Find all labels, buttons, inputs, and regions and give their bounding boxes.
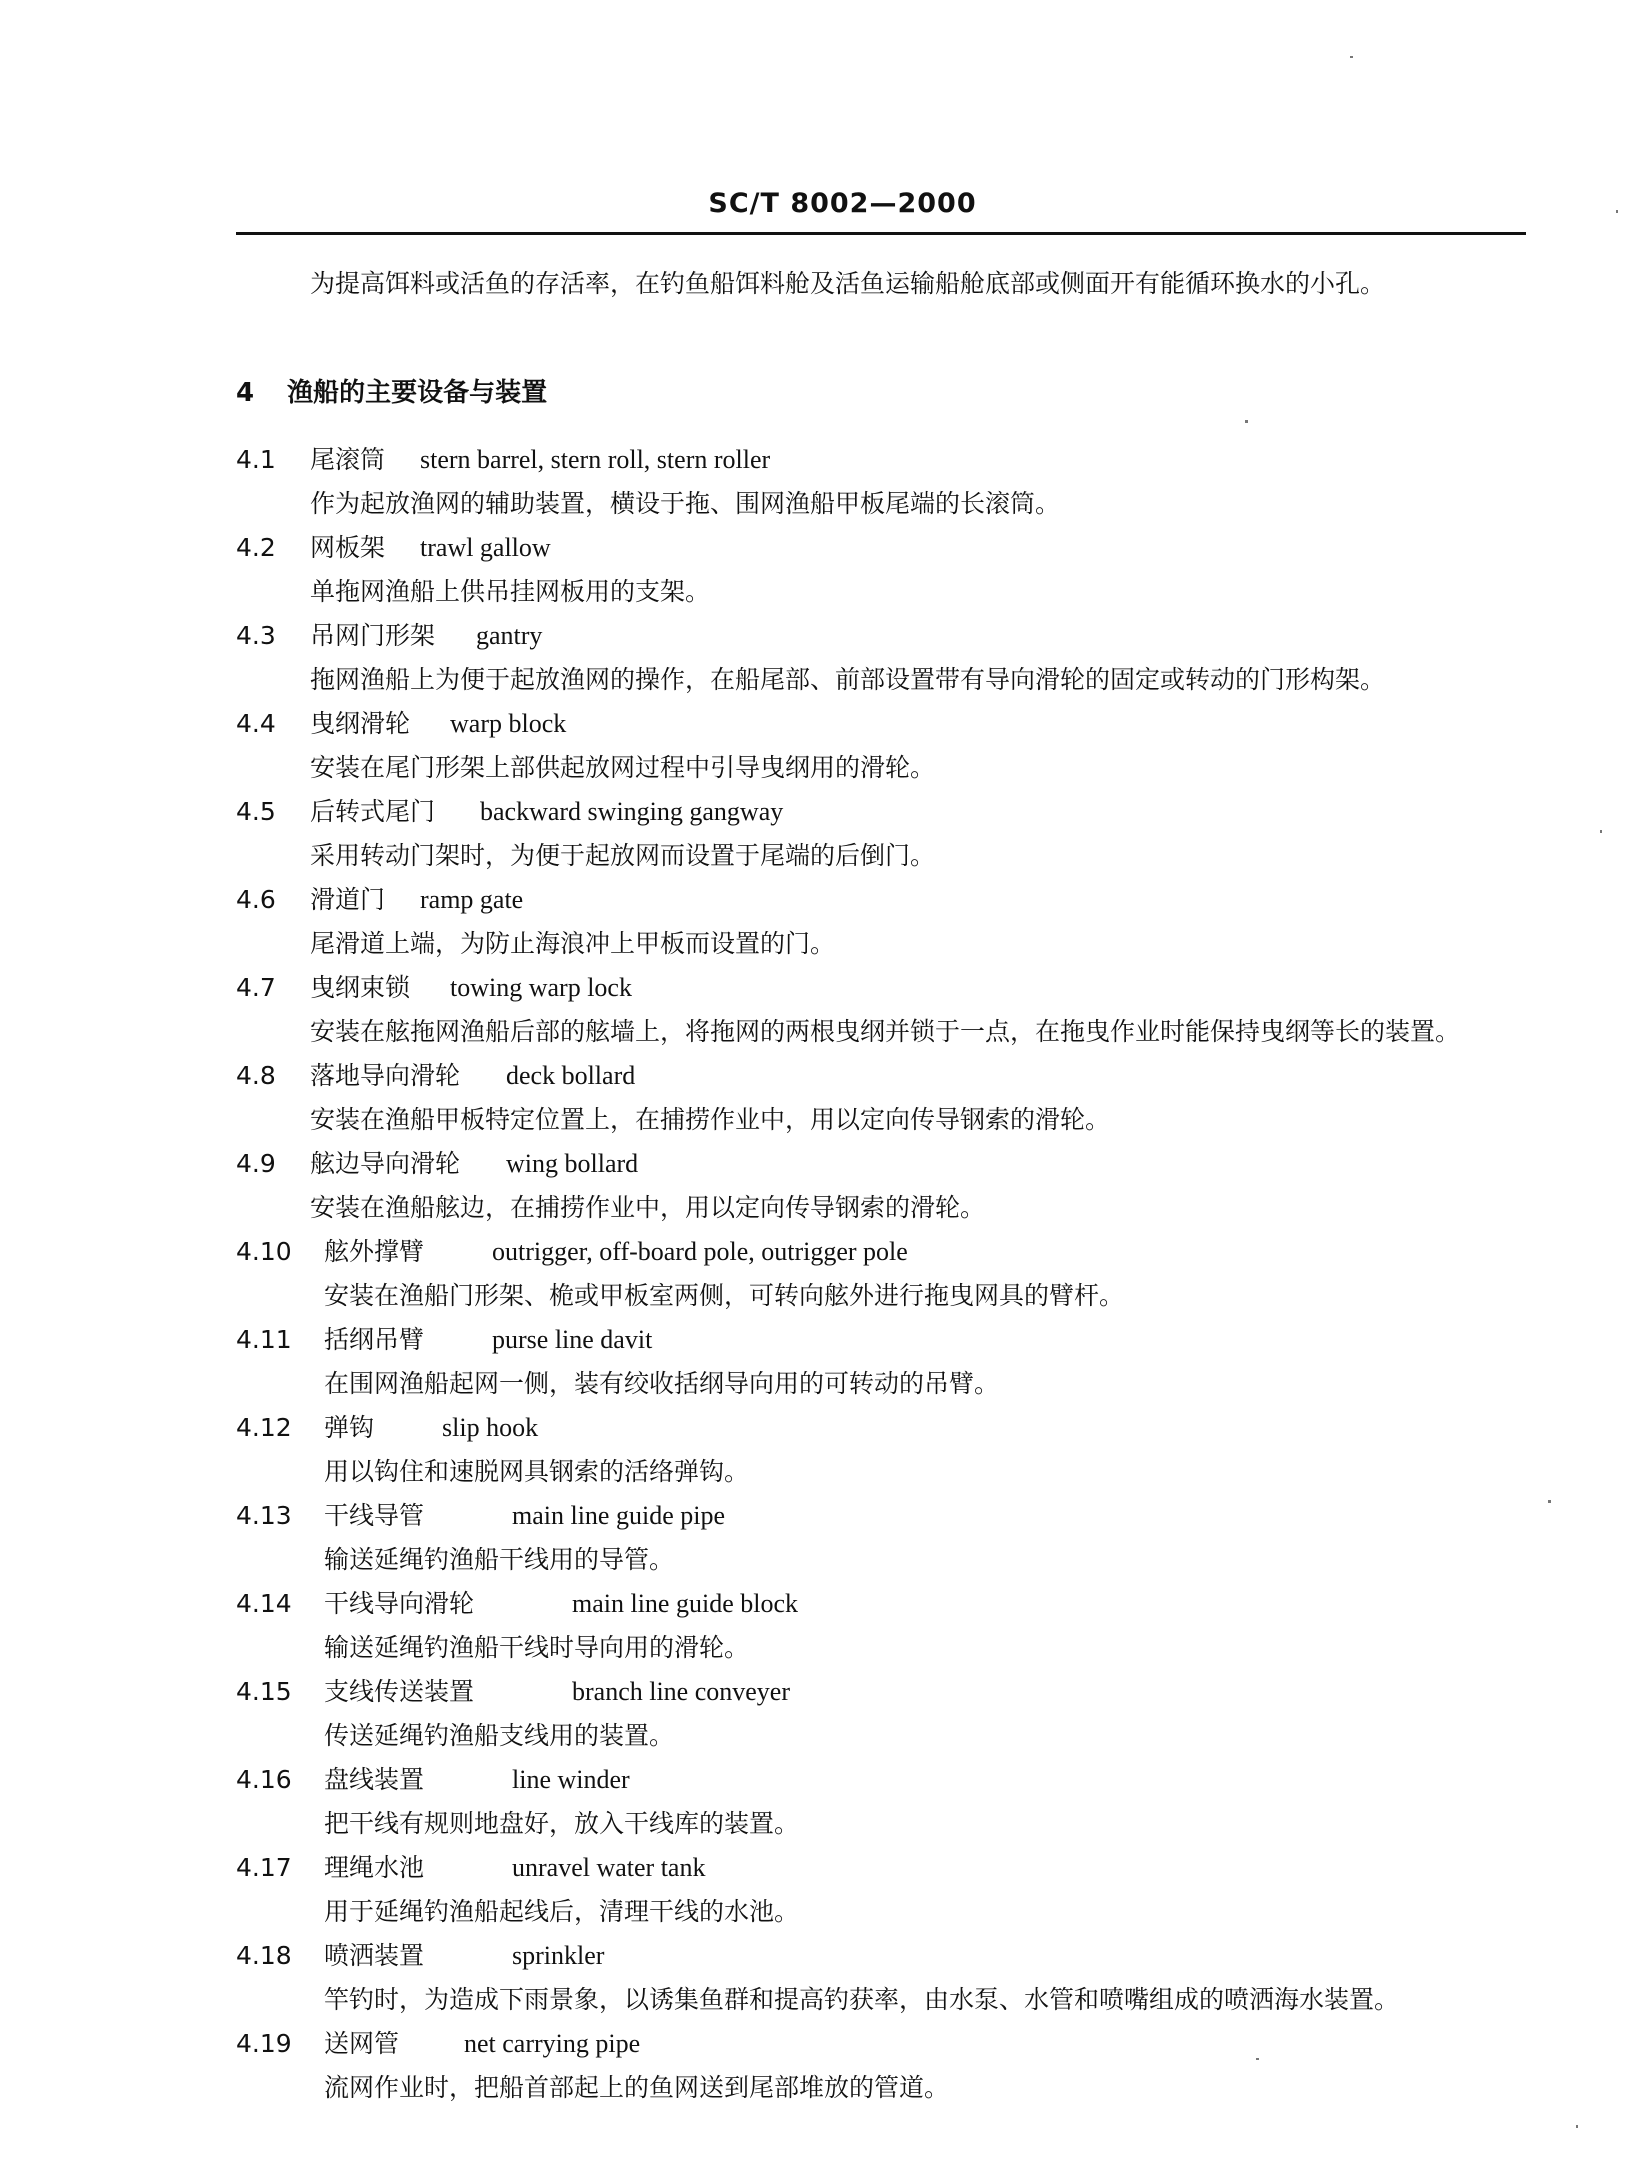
scan-speck — [1256, 2058, 1259, 2060]
term-definition: 单拖网渔船上供吊挂网板用的支架。 — [310, 577, 711, 606]
term-entry — [236, 2022, 1526, 2110]
term-definition: 用以钩住和速脱网具钢索的活络弹钩。 — [324, 1457, 750, 1486]
term-english: net carrying pipe — [464, 2029, 641, 2058]
entry-number: 4.17 — [236, 1853, 292, 1882]
term-chinese: 支线传送装置 — [324, 1677, 475, 1706]
scan-speck — [1548, 1500, 1551, 1503]
term-english: trawl gallow — [420, 533, 551, 562]
term-chinese: 曳纲滑轮 — [310, 709, 411, 738]
term-chinese: 盘线装置 — [324, 1765, 425, 1794]
term-entry — [236, 1582, 1526, 1670]
term-chinese: 后转式尾门 — [310, 797, 436, 826]
term-line — [236, 1142, 1526, 1186]
entry-number: 4.15 — [236, 1677, 292, 1706]
term-chinese: 干线导向滑轮 — [324, 1589, 475, 1618]
term-english: main line guide block — [572, 1589, 799, 1618]
entry-number: 4.14 — [236, 1589, 292, 1618]
term-english: wing bollard — [506, 1149, 639, 1178]
term-chinese: 弹钩 — [324, 1413, 375, 1442]
term-definition: 尾滑道上端，为防止海浪冲上甲板而设置的门。 — [310, 929, 836, 958]
section-heading — [236, 372, 547, 409]
term-line — [236, 1934, 1526, 1978]
term-entry — [236, 1670, 1526, 1758]
term-line — [236, 1318, 1526, 1362]
entry-number: 4.11 — [236, 1325, 292, 1354]
term-entry — [236, 966, 1526, 1054]
term-chinese: 理绳水池 — [324, 1853, 425, 1882]
term-entry — [236, 1758, 1526, 1846]
term-english: unravel water tank — [512, 1853, 706, 1882]
term-english: line winder — [512, 1765, 630, 1794]
term-definition: 采用转动门架时，为便于起放网而设置于尾端的后倒门。 — [310, 841, 936, 870]
term-chinese: 干线导管 — [324, 1501, 425, 1530]
term-chinese: 滑道门 — [310, 885, 386, 914]
term-chinese: 喷洒装置 — [324, 1941, 425, 1970]
term-line — [236, 1230, 1526, 1274]
term-english: branch line conveyer — [572, 1677, 791, 1706]
term-line — [236, 1670, 1526, 1714]
entry-number: 4.7 — [236, 973, 276, 1002]
term-chinese: 送网管 — [324, 2029, 400, 2058]
term-chinese: 落地导向滑轮 — [310, 1061, 461, 1090]
term-line — [236, 1054, 1526, 1098]
scan-speck — [1245, 420, 1248, 423]
term-chinese: 吊网门形架 — [310, 621, 436, 650]
term-english: main line guide pipe — [512, 1501, 726, 1530]
term-line — [236, 526, 1526, 570]
term-english: deck bollard — [506, 1061, 636, 1090]
entry-number: 4.2 — [236, 533, 276, 562]
term-entry — [236, 1406, 1526, 1494]
term-entry — [236, 526, 1526, 614]
term-chinese: 舷外撑臂 — [324, 1237, 425, 1266]
term-definition: 用于延绳钓渔船起线后，清理干线的水池。 — [324, 1897, 800, 1926]
entry-number: 4.9 — [236, 1149, 276, 1178]
term-line — [236, 966, 1526, 1010]
scan-speck — [1616, 210, 1618, 213]
term-entry — [236, 790, 1526, 878]
term-chinese: 网板架 — [310, 533, 386, 562]
term-line — [236, 1494, 1526, 1538]
term-definition: 安装在渔船门形架、桅或甲板室两侧，可转向舷外进行拖曳网具的臂杆。 — [324, 1281, 1125, 1310]
entry-number: 4.10 — [236, 1237, 292, 1266]
entry-number: 4.12 — [236, 1413, 292, 1442]
scan-speck — [1350, 56, 1353, 58]
term-line — [236, 438, 1526, 482]
term-entry — [236, 1142, 1526, 1230]
term-definition: 作为起放渔网的辅助装置，横设于拖、围网渔船甲板尾端的长滚筒。 — [310, 489, 1061, 518]
term-definition: 在围网渔船起网一侧，装有绞收括纲导向用的可转动的吊臂。 — [324, 1369, 1000, 1398]
term-english: gantry — [476, 621, 543, 650]
term-entry — [236, 1054, 1526, 1142]
intro-paragraph: 为提高饵料或活鱼的存活率，在钓鱼船饵料舱及活鱼运输船舱底部或侧面开有能循环换水的小孔。 — [310, 269, 1386, 298]
term-line — [236, 1758, 1526, 1802]
term-line — [236, 1582, 1526, 1626]
term-chinese: 曳纲束锁 — [310, 973, 411, 1002]
term-line — [236, 2022, 1526, 2066]
term-chinese: 括纲吊臂 — [324, 1325, 425, 1354]
term-entry — [236, 438, 1526, 526]
term-entry — [236, 1318, 1526, 1406]
term-definition: 拖网渔船上为便于起放渔网的操作，在船尾部、前部设置带有导向滑轮的固定或转动的门形构架。 — [310, 665, 1386, 694]
term-chinese: 舷边导向滑轮 — [310, 1149, 461, 1178]
term-definition: 把干线有规则地盘好，放入干线库的装置。 — [324, 1809, 800, 1838]
section-title: 渔船的主要设备与装置 — [287, 378, 548, 408]
entry-number: 4.13 — [236, 1501, 292, 1530]
term-line — [236, 878, 1526, 922]
entry-number: 4.4 — [236, 709, 276, 738]
standard-code: SC/T 8002—2000 — [708, 188, 977, 219]
term-line — [236, 614, 1526, 658]
term-english: backward swinging gangway — [480, 797, 784, 826]
term-entry — [236, 1934, 1526, 2022]
term-entry — [236, 614, 1526, 702]
term-definition: 安装在渔船舷边，在捕捞作业中，用以定向传导钢索的滑轮。 — [310, 1193, 986, 1222]
scan-speck — [1576, 2125, 1578, 2128]
scan-speck — [1600, 830, 1602, 833]
entry-number: 4.18 — [236, 1941, 292, 1970]
term-list — [236, 438, 1526, 2110]
term-definition: 输送延绳钓渔船干线用的导管。 — [324, 1545, 675, 1574]
term-english: purse line davit — [492, 1325, 653, 1354]
term-entry — [236, 878, 1526, 966]
term-english: towing warp lock — [450, 973, 632, 1002]
term-definition: 输送延绳钓渔船干线时导向用的滑轮。 — [324, 1633, 750, 1662]
term-line — [236, 1846, 1526, 1890]
term-entry — [236, 1230, 1526, 1318]
term-entry — [236, 1846, 1526, 1934]
term-line — [236, 1406, 1526, 1450]
term-definition: 传送延绳钓渔船支线用的装置。 — [324, 1721, 675, 1750]
term-english: slip hook — [442, 1413, 539, 1442]
entry-number: 4.3 — [236, 621, 276, 650]
header-rule — [236, 232, 1526, 235]
entry-number: 4.16 — [236, 1765, 292, 1794]
section-number: 4 — [236, 378, 255, 408]
term-definition: 竿钓时，为造成下雨景象，以诱集鱼群和提高钓获率，由水泵、水管和喷嘴组成的喷洒海水装置。 — [324, 1985, 1400, 2014]
term-definition: 安装在舷拖网渔船后部的舷墙上，将拖网的两根曳纲并锁于一点，在拖曳作业时能保持曳纲等长的装置。 — [310, 1017, 1461, 1046]
term-definition: 安装在尾门形架上部供起放网过程中引导曳纲用的滑轮。 — [310, 753, 936, 782]
term-entry — [236, 702, 1526, 790]
term-chinese: 尾滚筒 — [310, 445, 386, 474]
term-english: stern barrel, stern roll, stern roller — [420, 445, 771, 474]
entry-number: 4.19 — [236, 2029, 292, 2058]
term-line — [236, 702, 1526, 746]
term-english: outrigger, off-board pole, outrigger pole — [492, 1237, 908, 1266]
term-english: warp block — [450, 709, 567, 738]
term-english: ramp gate — [420, 885, 524, 914]
entry-number: 4.5 — [236, 797, 276, 826]
term-line — [236, 790, 1526, 834]
term-definition: 流网作业时，把船首部起上的鱼网送到尾部堆放的管道。 — [324, 2073, 950, 2102]
term-english: sprinkler — [512, 1941, 605, 1970]
entry-number: 4.8 — [236, 1061, 276, 1090]
term-entry — [236, 1494, 1526, 1582]
term-definition: 安装在渔船甲板特定位置上，在捕捞作业中，用以定向传导钢索的滑轮。 — [310, 1105, 1111, 1134]
entry-number: 4.6 — [236, 885, 276, 914]
entry-number: 4.1 — [236, 445, 276, 474]
